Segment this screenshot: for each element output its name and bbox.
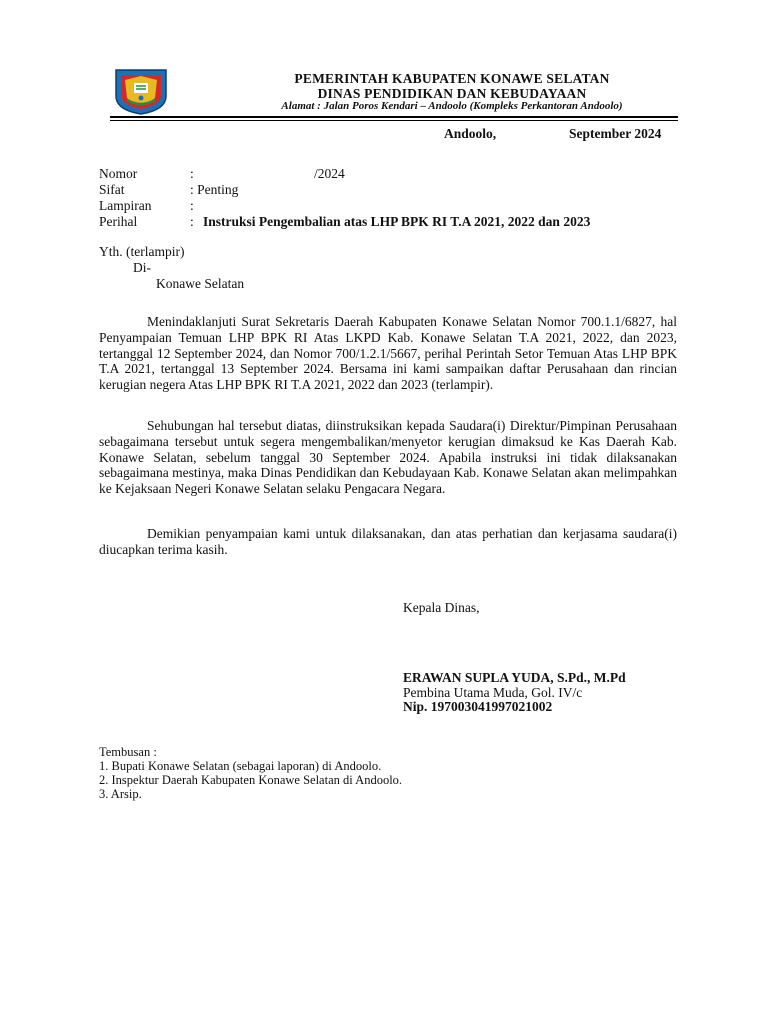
sifat-value: : Penting — [190, 182, 239, 197]
signature-name: ERAWAN SUPLA YUDA, S.Pd., M.Pd — [403, 670, 626, 685]
cc-item-3: 3. Arsip. — [99, 787, 142, 801]
date-month-year: September 2024 — [569, 126, 662, 141]
letterhead-rule-thin — [110, 120, 678, 121]
perihal-value: Instruksi Pengembalian atas LHP BPK RI T.A 2021, 2022 dan 2023 — [203, 214, 591, 229]
letterhead-line2: DINAS PENDIDIKAN DAN KEBUDAYAAN — [317, 86, 587, 101]
signature-rank: Pembina Utama Muda, Gol. IV/c — [403, 685, 583, 700]
nomor-label: Nomor — [99, 166, 138, 181]
signature-title: Kepala Dinas, — [403, 600, 480, 615]
body-paragraph-1: Menindaklanjuti Surat Sekretaris Daerah Kabupaten Konawe Selatan Nomor 700.1.1/6827, hal Penyampaian Temuan LHP BPK RI Atas LKPD Kab. Konawe Selatan T.A 2021, 2022, dan 2023, tertanggal 12 September 2024, dan Nomor 700/1.2.1/5667, perihal Perintah Setor Temuan Atas LHP BPK T.A 2021, tertanggal 13 September 2024. Bersama ini kami sampaikan daftar Perusahaan dan rincian kerugian negera Atas LHP BPK RI T.A 2021, 2022 dan 2023 (terlampir). — [99, 314, 677, 393]
body-paragraph-2: Sehubungan hal tersebut diatas, diinstruksikan kepada Saudara(i) Direktur/Pimpinan Perusahaan sebagaimana tersebut untuk segera mengembalikan/menyetor kerugian dimaksud ke Kas Daerah Kab. Konawe Selatan, sebelum tanggal 30 September 2024. Apabila instruksi ini tidak dilaksanakan sebagaimana mestinya, maka Dinas Pendidikan dan Kebudayaan Kab. Konawe Selatan akan melimpahkan ke Kejaksaan Negeri Konawe Selatan selaku Pengacara Negara. — [99, 418, 677, 497]
cc-item-1: 1. Bupati Konawe Selatan (sebagai laporan) di Andoolo. — [99, 759, 382, 773]
regency-emblem-icon — [112, 66, 170, 116]
perihal-label: Perihal — [99, 214, 138, 229]
date-place: Andoolo, — [444, 126, 497, 141]
sifat-label: Sifat — [99, 182, 125, 197]
body-paragraph-3: Demikian penyampaian kami untuk dilaksanakan, dan atas perhatian dan kerjasama saudara(i) diucapkan terima kasih. — [99, 526, 677, 557]
nomor-colon: : — [190, 166, 194, 181]
letterhead-address: Alamat : Jalan Poros Kendari – Andoolo (Kompleks Perkantoran Andoolo) — [281, 100, 623, 112]
signature-nip: Nip. 197003041997021002 — [403, 699, 553, 714]
recipient-line1: Yth. (terlampir) — [99, 244, 185, 259]
perihal-colon: : — [190, 214, 194, 229]
letterhead-line1: PEMERINTAH KABUPATEN KONAWE SELATAN — [294, 71, 610, 86]
nomor-value: /2024 — [314, 166, 345, 181]
lampiran-colon: : — [190, 198, 194, 213]
cc-heading: Tembusan : — [99, 745, 157, 759]
recipient-line3: Konawe Selatan — [156, 276, 245, 291]
lampiran-label: Lampiran — [99, 198, 152, 213]
recipient-line2: Di- — [133, 260, 151, 275]
letterhead-rule-thick — [110, 116, 678, 118]
cc-item-2: 2. Inspektur Daerah Kabupaten Konawe Selatan di Andoolo. — [99, 773, 403, 787]
